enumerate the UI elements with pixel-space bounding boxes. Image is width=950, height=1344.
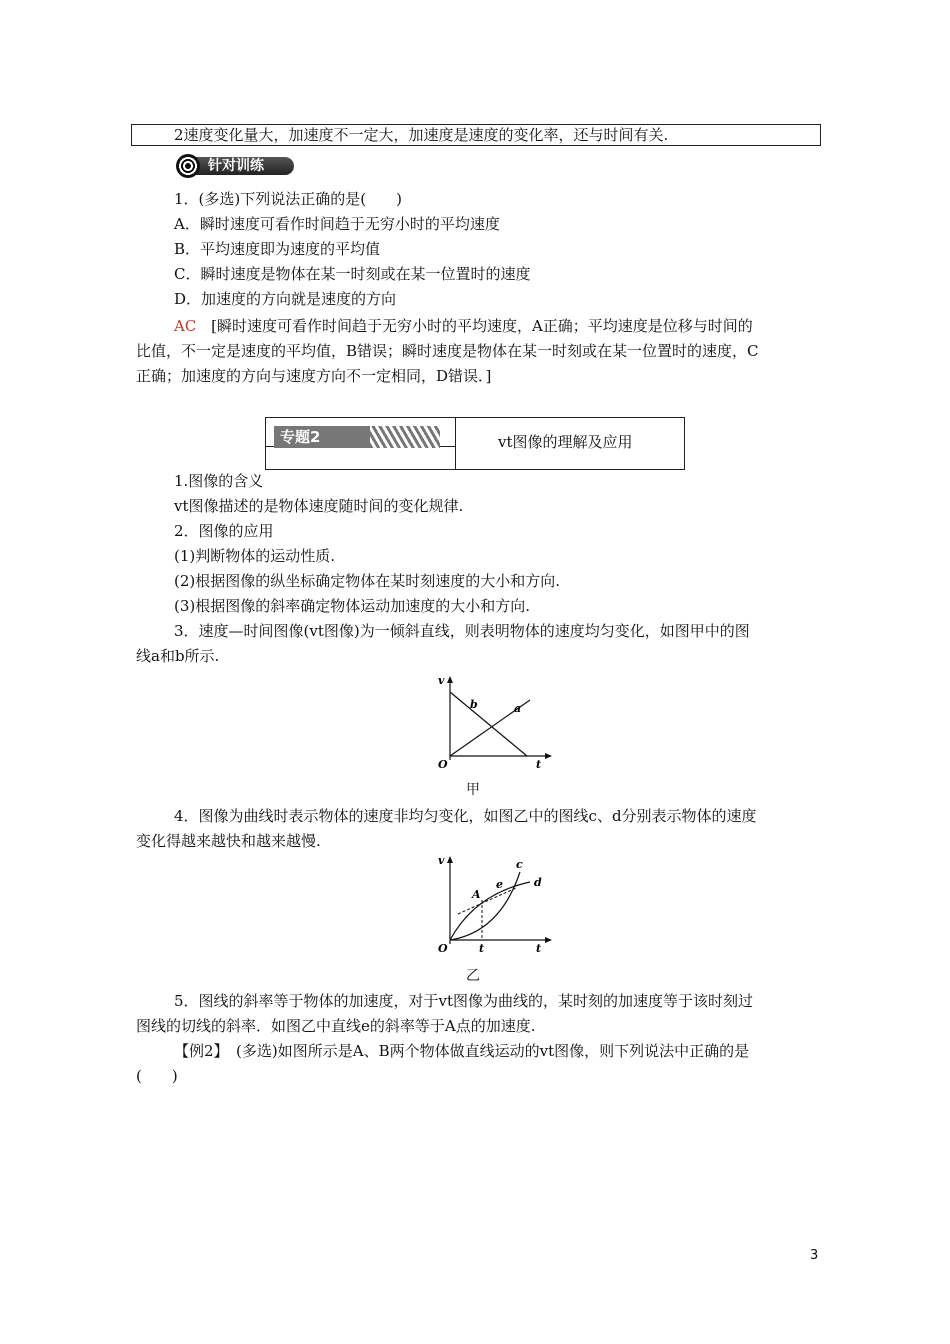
- fig1-o-label: O: [438, 758, 448, 771]
- practice-badge: [176, 154, 296, 178]
- fig1-b-label: b: [470, 698, 478, 711]
- topic-title: vt图像的理解及应用: [498, 433, 633, 451]
- note-box: [131, 124, 821, 146]
- curve-d: [450, 882, 530, 940]
- stripe-decoration: [370, 426, 440, 448]
- topic-tag: 专题2: [274, 426, 370, 448]
- topic-header: [265, 417, 685, 470]
- p-4-line1: 4．图像为曲线时表示物体的速度非均匀变化，如图乙中的图线c、d分别表示物体的速度: [174, 807, 757, 825]
- fig2-t1-label: t: [479, 942, 485, 955]
- fig2-d-label: d: [534, 876, 542, 889]
- p-app-2: (2)根据图像的纵坐标确定物体在某时刻速度的大小和方向.: [174, 572, 561, 590]
- fig1-v-label: v: [438, 674, 445, 687]
- q1-option-b: B．平均速度即为速度的平均值: [174, 240, 381, 258]
- fig1-a-label: a: [514, 702, 522, 715]
- q1-answer: AC: [174, 317, 197, 335]
- p-3-line2: 线a和b所示.: [136, 647, 220, 665]
- fig2-t-label: t: [536, 942, 542, 955]
- p-application-heading: 2．图像的应用: [174, 522, 274, 540]
- page-number: 3: [810, 1248, 819, 1263]
- figure-jia: [430, 672, 560, 772]
- q1-option-a: A．瞬时速度可看作时间趋于无穷小时的平均速度: [174, 215, 500, 233]
- q1-option-c: C．瞬时速度是物体在某一时刻或在某一位置时的速度: [174, 265, 531, 283]
- p-3-line1: 3．速度—时间图像(vt图像)为一倾斜直线，则表明物体的速度均匀变化，如图甲中的图: [174, 622, 750, 640]
- fig2-v-label: v: [438, 854, 445, 867]
- fig1-caption: 甲: [466, 782, 480, 798]
- figure-yi: [430, 852, 560, 960]
- q1-explain-3: 正确；加速度的方向与速度方向不一定相同，D错误．]: [136, 367, 492, 385]
- target-icon: [176, 154, 200, 178]
- fig2-caption: 乙: [466, 968, 480, 984]
- fig2-c-label: c: [516, 858, 523, 871]
- p-meaning-heading: 1.图像的含义: [174, 472, 264, 490]
- p-5-line2: 图线的切线的斜率．如图乙中直线e的斜率等于A点的加速度.: [136, 1017, 536, 1035]
- fig2-A-label: A: [472, 888, 481, 901]
- p-5-line1: 5．图线的斜率等于物体的加速度，对于vt图像为曲线的，某时刻的加速度等于该时刻过: [174, 992, 754, 1010]
- note-text: 2速度变化量大，加速度不一定大，加速度是速度的变化率，还与时间有关.: [174, 126, 669, 144]
- p-app-3: (3)根据图像的斜率确定物体运动加速度的大小和方向.: [174, 597, 531, 615]
- q1-option-d: D．加速度的方向就是速度的方向: [174, 290, 397, 308]
- q1-explain-2: 比值，不一定是速度的平均值，B错误；瞬时速度是物体在某一时刻或在某一位置时的速度，C: [136, 342, 759, 360]
- p-meaning: vt图像描述的是物体速度随时间的变化规律.: [174, 497, 464, 515]
- p-4-line2: 变化得越来越快和越来越慢.: [136, 832, 321, 850]
- example-2-line1: 【例2】 (多选)如图所示是A、B两个物体做直线运动的vt图像，则下列说法中正确的是: [174, 1042, 750, 1060]
- curve-c: [450, 872, 520, 940]
- q1-explain-1: [瞬时速度可看作时间趋于无穷小时的平均速度，A正确；平均速度是位移与时间的: [211, 317, 753, 335]
- fig2-o-label: O: [438, 942, 448, 955]
- p-app-1: (1)判断物体的运动性质.: [174, 547, 336, 565]
- fig1-t-label: t: [536, 758, 542, 771]
- badge-label: 针对训练: [190, 157, 294, 175]
- example-2-line2: ( ): [136, 1067, 178, 1085]
- fig2-e-label: e: [496, 878, 503, 891]
- q1-stem: 1．(多选)下列说法正确的是( ): [174, 190, 402, 208]
